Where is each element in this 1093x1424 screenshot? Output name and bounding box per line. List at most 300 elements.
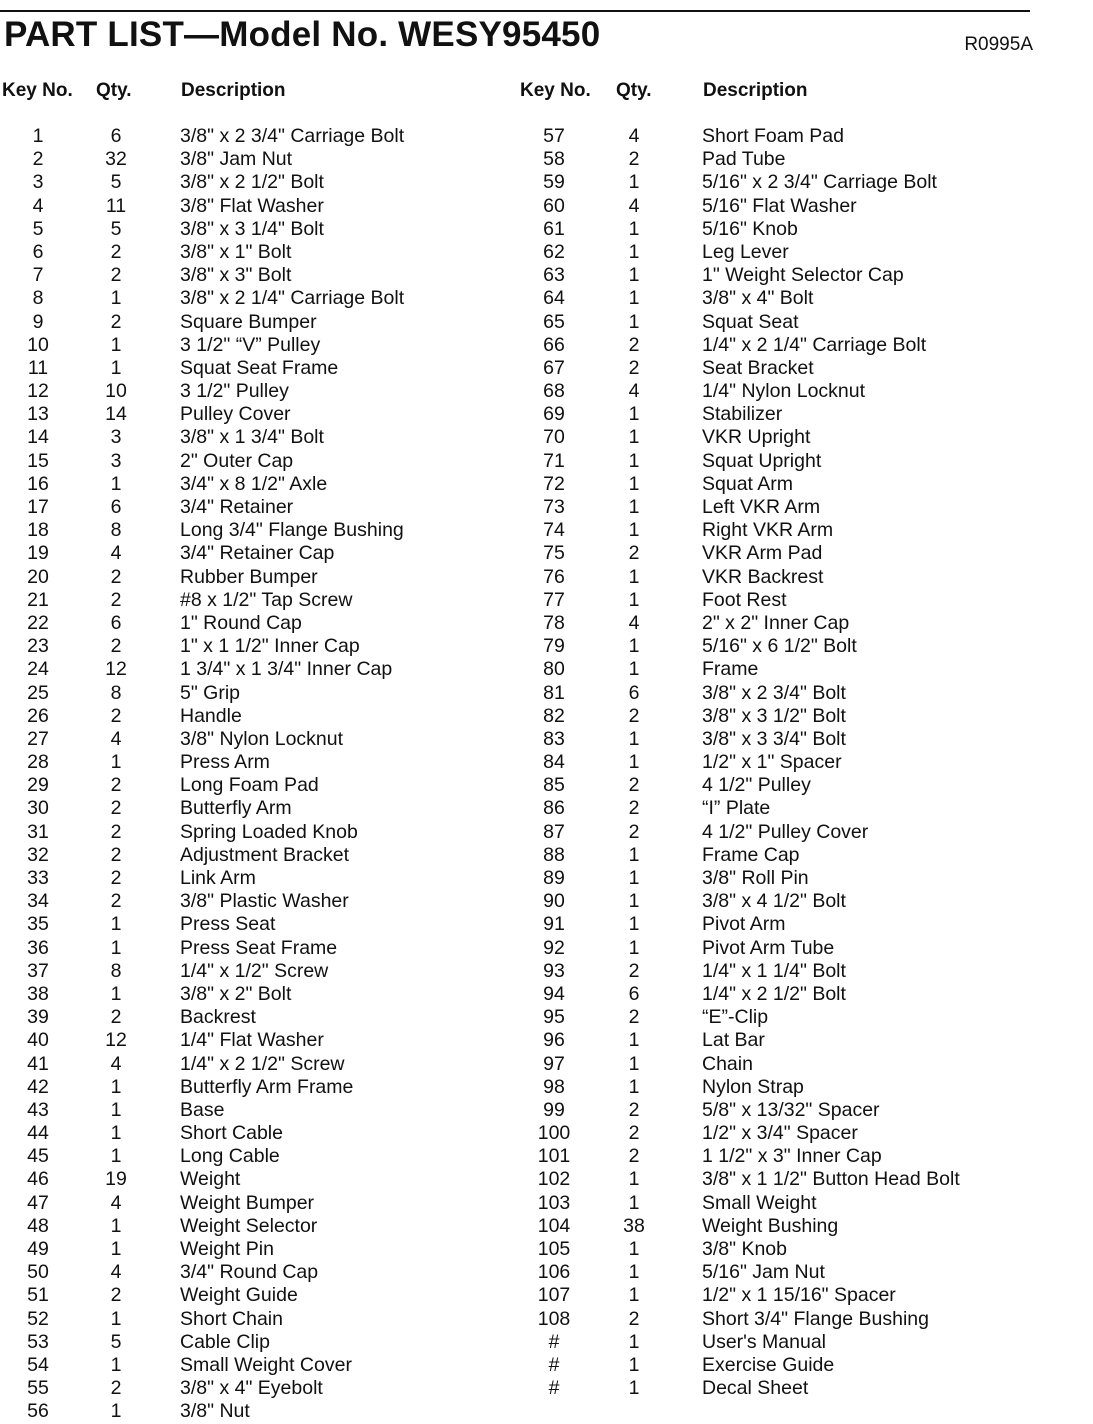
part-description: 3/8" x 2 1/2" Bolt — [180, 171, 324, 194]
part-row — [0, 403, 520, 426]
part-row — [0, 635, 520, 658]
part-row — [0, 913, 520, 936]
part-qty: 4 — [628, 194, 640, 217]
part-qty: 2 — [628, 1122, 640, 1145]
part-description: 3/8" Nylon Locknut — [180, 727, 344, 750]
part-key-no: 14 — [27, 426, 49, 449]
part-description: 5/16" Knob — [702, 217, 798, 240]
part-description: Small Weight — [702, 1191, 817, 1214]
part-description: Base — [180, 1098, 225, 1121]
part-description: 1/4" x 1/2" Screw — [180, 959, 329, 982]
part-row — [0, 125, 520, 148]
part-key-no: 51 — [27, 1284, 49, 1307]
part-row — [0, 774, 520, 797]
part-key-no: 62 — [543, 240, 565, 263]
part-qty: 5 — [110, 171, 122, 194]
part-description: Weight Bushing — [702, 1214, 839, 1237]
part-qty: 4 — [110, 727, 122, 750]
part-description: 1/2" x 1" Spacer — [702, 751, 842, 774]
part-key-no: 36 — [27, 936, 49, 959]
part-qty: 14 — [105, 403, 127, 426]
part-qty: 1 — [628, 1029, 640, 1052]
page-title: PART LIST—Model No. WESY95450 — [4, 15, 601, 54]
part-row — [516, 797, 1076, 820]
part-row — [516, 960, 1076, 983]
part-key-no: 37 — [27, 959, 49, 982]
part-qty: 1 — [628, 496, 640, 518]
part-row — [516, 1215, 1076, 1238]
part-qty: 2 — [628, 148, 640, 171]
part-qty: 1 — [628, 1191, 640, 1214]
part-qty: 1 — [628, 519, 640, 542]
part-description: 5/16" Jam Nut — [702, 1261, 825, 1284]
part-key-no: 16 — [27, 472, 49, 495]
part-key-no: 92 — [543, 936, 565, 959]
part-row — [0, 241, 520, 264]
top-rule — [0, 10, 1030, 12]
part-row — [0, 264, 520, 287]
part-description: 1/4" Nylon Locknut — [702, 380, 866, 403]
part-description: 3/8" Knob — [702, 1238, 787, 1260]
part-qty: 2 — [628, 774, 640, 797]
part-description: Foot Rest — [702, 588, 787, 611]
part-key-no: 95 — [543, 1006, 565, 1029]
part-row — [0, 1122, 520, 1145]
part-description: 2" x 2" Inner Cap — [702, 611, 850, 634]
part-qty: 1 — [628, 1261, 640, 1284]
part-qty: 2 — [110, 843, 122, 866]
part-row — [516, 195, 1076, 218]
part-description: 3/8" x 2 3/4" Carriage Bolt — [180, 125, 405, 147]
part-key-no: 75 — [543, 542, 565, 565]
part-key-no: 91 — [543, 913, 565, 936]
part-qty: 1 — [628, 565, 640, 588]
part-key-no: 70 — [543, 426, 565, 449]
part-key-no: 98 — [543, 1075, 565, 1098]
part-description: 3/8" x 1 3/4" Bolt — [180, 426, 324, 449]
part-description: Exercise Guide — [702, 1353, 835, 1376]
part-qty: 32 — [105, 148, 127, 171]
part-qty: 1 — [110, 982, 122, 1005]
part-qty: 2 — [628, 542, 640, 565]
part-qty: 1 — [110, 1098, 122, 1121]
part-description: 1 3/4" x 1 3/4" Inner Cap — [180, 658, 393, 681]
part-qty: 1 — [628, 1052, 640, 1075]
part-description: Adjustment Bracket — [180, 843, 350, 866]
part-qty: 2 — [110, 820, 122, 843]
part-key-no: 11 — [27, 356, 49, 379]
part-key-no: 83 — [543, 727, 565, 750]
part-row — [516, 1331, 1076, 1354]
part-key-no: 23 — [27, 635, 49, 658]
part-row — [516, 1284, 1076, 1307]
part-description: 3/8" Flat Washer — [180, 194, 324, 217]
part-key-no: 65 — [543, 310, 565, 333]
part-key-no: 50 — [27, 1261, 49, 1284]
part-qty: 11 — [105, 194, 127, 217]
part-description: 3/8" x 4" Eyebolt — [180, 1377, 323, 1400]
part-row — [0, 658, 520, 681]
part-description: Squat Seat Frame — [180, 356, 339, 379]
part-qty: 2 — [110, 310, 122, 333]
part-row — [0, 1145, 520, 1168]
part-qty: 1 — [628, 264, 640, 287]
part-row — [0, 426, 520, 449]
part-row — [0, 357, 520, 380]
part-row — [0, 148, 520, 171]
part-qty: 2 — [628, 333, 640, 356]
part-qty: 2 — [110, 797, 122, 820]
part-key-no: 7 — [32, 264, 44, 287]
part-qty: 1 — [628, 588, 640, 611]
part-key-no: 57 — [543, 125, 565, 147]
part-description: 3/8" x 2" Bolt — [180, 982, 292, 1005]
part-description: Chain — [702, 1052, 753, 1075]
part-qty: 38 — [623, 1214, 645, 1237]
part-row — [0, 1006, 520, 1029]
part-key-no: 43 — [27, 1098, 49, 1121]
part-qty: 1 — [110, 936, 122, 959]
part-row — [516, 705, 1076, 728]
column-header — [516, 80, 1076, 117]
part-key-no: 8 — [32, 287, 44, 310]
part-description: Long Foam Pad — [180, 774, 319, 797]
part-row — [0, 566, 520, 589]
part-key-no: 45 — [27, 1145, 49, 1168]
part-key-no: 48 — [27, 1214, 49, 1237]
part-description: Pivot Arm Tube — [702, 936, 835, 959]
part-description: 3/8" x 3" Bolt — [180, 264, 292, 287]
part-description: 3/4" Retainer — [180, 496, 294, 518]
part-description: 1/2" x 1 15/16" Spacer — [702, 1284, 896, 1307]
part-key-no: 89 — [543, 867, 565, 889]
part-description: Decal Sheet — [702, 1377, 809, 1400]
part-row — [0, 1076, 520, 1099]
part-description: 4 1/2" Pulley Cover — [702, 820, 869, 843]
part-row — [0, 1029, 520, 1052]
part-key-no: 18 — [27, 519, 49, 542]
part-key-no: 55 — [27, 1377, 49, 1400]
part-description: Short Chain — [180, 1307, 283, 1330]
part-description: 2" Outer Cap — [180, 449, 294, 472]
part-row — [516, 1168, 1076, 1191]
header-key-no: Key No. — [520, 80, 591, 101]
part-key-no: 22 — [27, 611, 49, 634]
part-key-no: 27 — [27, 727, 49, 750]
part-key-no: 58 — [543, 148, 565, 171]
part-qty: 1 — [628, 171, 640, 194]
part-row — [516, 241, 1076, 264]
part-description: Lat Bar — [702, 1029, 765, 1052]
part-row — [516, 218, 1076, 241]
part-description: Right VKR Arm — [702, 519, 834, 542]
part-description: “I” Plate — [702, 797, 771, 820]
part-row — [516, 844, 1076, 867]
part-key-no: 66 — [543, 333, 565, 356]
part-description: 5/16" Flat Washer — [702, 194, 857, 217]
part-key-no: 4 — [32, 194, 44, 217]
part-qty: 6 — [110, 125, 122, 147]
part-description: Pulley Cover — [180, 403, 291, 426]
part-row — [0, 1168, 520, 1191]
part-description: 3/8" x 3 1/4" Bolt — [180, 217, 324, 240]
parts-list-right — [516, 125, 1076, 1400]
part-description: 3 1/2" Pulley — [180, 380, 289, 403]
part-description: 3/4" Round Cap — [180, 1261, 319, 1284]
part-key-no: 72 — [543, 472, 565, 495]
part-row — [0, 1284, 520, 1307]
part-key-no: 25 — [27, 681, 49, 704]
part-qty: 2 — [628, 1098, 640, 1121]
part-description: Long 3/4" Flange Bushing — [180, 519, 404, 542]
part-qty: 1 — [110, 1075, 122, 1098]
part-row — [516, 937, 1076, 960]
part-key-no: 61 — [543, 217, 565, 240]
part-qty: 1 — [628, 472, 640, 495]
part-description: Left VKR Arm — [702, 496, 821, 518]
part-qty: 1 — [628, 936, 640, 959]
part-key-no: 6 — [32, 240, 44, 263]
part-row — [516, 658, 1076, 681]
header-qty: Qty. — [616, 80, 652, 101]
part-key-no: # — [548, 1353, 560, 1376]
part-qty: 8 — [110, 681, 122, 704]
document-code: R0995A — [964, 34, 1033, 55]
part-qty: 1 — [110, 356, 122, 379]
part-key-no: 19 — [27, 542, 49, 565]
part-description: 3 1/2" “V” Pulley — [180, 333, 321, 356]
part-qty: 2 — [628, 356, 640, 379]
part-key-no: 34 — [27, 890, 49, 913]
header-qty: Qty. — [96, 80, 132, 101]
part-key-no: 87 — [543, 820, 565, 843]
part-description: Frame — [702, 658, 759, 681]
part-qty: 2 — [110, 635, 122, 658]
part-row — [0, 334, 520, 357]
part-row — [516, 264, 1076, 287]
part-qty: 1 — [628, 635, 640, 658]
part-description: Butterfly Arm Frame — [180, 1075, 354, 1098]
part-row — [0, 1400, 520, 1423]
part-qty: 4 — [110, 1191, 122, 1214]
part-key-no: 12 — [27, 380, 49, 403]
part-row — [0, 705, 520, 728]
part-description: Cable Clip — [180, 1330, 270, 1353]
part-key-no: 5 — [32, 217, 44, 240]
part-qty: 1 — [628, 1353, 640, 1376]
part-row — [0, 890, 520, 913]
part-key-no: 101 — [537, 1145, 571, 1168]
part-description: Link Arm — [180, 867, 256, 889]
part-row — [516, 1354, 1076, 1377]
part-key-no: # — [548, 1377, 560, 1400]
part-row — [0, 1099, 520, 1122]
header-description: Description — [181, 80, 286, 101]
part-qty: 2 — [628, 1006, 640, 1029]
part-key-no: 42 — [27, 1075, 49, 1098]
part-qty: 8 — [110, 519, 122, 542]
part-qty: 12 — [105, 1029, 127, 1052]
part-qty: 2 — [110, 1284, 122, 1307]
part-key-no: 3 — [32, 171, 44, 194]
part-row — [516, 311, 1076, 334]
part-description: 3/8" x 2 3/4" Bolt — [702, 681, 846, 704]
part-description: 1 1/2" x 3" Inner Cap — [702, 1145, 882, 1168]
part-qty: 6 — [110, 611, 122, 634]
part-row — [516, 426, 1076, 449]
part-row — [0, 1192, 520, 1215]
part-row — [516, 1029, 1076, 1052]
part-key-no: 60 — [543, 194, 565, 217]
part-qty: 4 — [110, 542, 122, 565]
part-qty: 1 — [628, 287, 640, 310]
part-description: 4 1/2" Pulley — [702, 774, 811, 797]
part-qty: 2 — [110, 1006, 122, 1029]
part-qty: 1 — [110, 1214, 122, 1237]
part-description: #8 x 1/2" Tap Screw — [180, 588, 353, 611]
part-description: Weight Bumper — [180, 1191, 315, 1214]
part-row — [516, 403, 1076, 426]
part-description: 3/8" x 1 1/2" Button Head Bolt — [702, 1168, 960, 1191]
part-row — [0, 287, 520, 310]
part-description: Backrest — [180, 1006, 256, 1029]
part-qty: 1 — [628, 449, 640, 472]
part-qty: 1 — [110, 472, 122, 495]
part-key-no: 77 — [543, 588, 565, 611]
parts-list-left — [0, 125, 520, 1424]
part-row — [0, 1331, 520, 1354]
part-row — [0, 1238, 520, 1261]
part-qty: 1 — [628, 1330, 640, 1353]
part-row — [0, 450, 520, 473]
part-description: 3/8" Nut — [180, 1400, 250, 1423]
part-key-no: 82 — [543, 704, 565, 727]
part-description: 5/8" x 13/32" Spacer — [702, 1098, 880, 1121]
part-description: 3/8" Roll Pin — [702, 867, 809, 889]
part-qty: 2 — [628, 797, 640, 820]
part-description: 5/16" x 6 1/2" Bolt — [702, 635, 857, 658]
part-key-no: 63 — [543, 264, 565, 287]
part-qty: 4 — [110, 1261, 122, 1284]
part-qty: 2 — [110, 240, 122, 263]
part-qty: 5 — [110, 1330, 122, 1353]
part-description: Short Cable — [180, 1122, 283, 1145]
part-key-no: 81 — [543, 681, 565, 704]
part-qty: 1 — [628, 1238, 640, 1260]
part-qty: 4 — [110, 1052, 122, 1075]
part-description: Stabilizer — [702, 403, 783, 426]
part-row — [516, 1377, 1076, 1400]
part-row — [0, 542, 520, 565]
part-description: 1/4" Flat Washer — [180, 1029, 324, 1052]
part-key-no: 24 — [27, 658, 49, 681]
part-qty: 2 — [110, 264, 122, 287]
part-key-no: 84 — [543, 751, 565, 774]
part-key-no: 28 — [27, 751, 49, 774]
part-key-no: 64 — [543, 287, 565, 310]
part-key-no: 99 — [543, 1098, 565, 1121]
part-row — [0, 218, 520, 241]
part-key-no: 1 — [32, 125, 44, 147]
part-description: 1" x 1 1/2" Inner Cap — [180, 635, 360, 658]
part-key-no: 54 — [27, 1353, 49, 1376]
part-row — [0, 937, 520, 960]
part-qty: 1 — [110, 1238, 122, 1260]
part-row — [0, 1308, 520, 1331]
part-description: Frame Cap — [702, 843, 800, 866]
part-description: Small Weight Cover — [180, 1353, 352, 1376]
part-row — [516, 450, 1076, 473]
part-description: VKR Backrest — [702, 565, 824, 588]
part-row — [0, 589, 520, 612]
part-row — [0, 983, 520, 1006]
part-row — [516, 1122, 1076, 1145]
part-qty: 2 — [110, 1377, 122, 1400]
part-description: Weight Guide — [180, 1284, 298, 1307]
part-row — [0, 1354, 520, 1377]
part-qty: 10 — [105, 380, 127, 403]
part-qty: 2 — [110, 774, 122, 797]
part-key-no: 53 — [27, 1330, 49, 1353]
part-row — [0, 751, 520, 774]
part-qty: 1 — [628, 890, 640, 913]
part-key-no: 74 — [543, 519, 565, 542]
part-row — [516, 821, 1076, 844]
part-qty: 1 — [628, 727, 640, 750]
part-row — [516, 542, 1076, 565]
part-row — [0, 867, 520, 890]
part-key-no: 59 — [543, 171, 565, 194]
part-qty: 1 — [628, 843, 640, 866]
part-key-no: 33 — [27, 867, 49, 889]
part-key-no: 71 — [543, 449, 565, 472]
part-description: 1" Weight Selector Cap — [702, 264, 904, 287]
part-row — [0, 797, 520, 820]
part-description: Squat Seat — [702, 310, 799, 333]
part-description: 1/4" x 1 1/4" Bolt — [702, 959, 846, 982]
part-key-no: 69 — [543, 403, 565, 426]
part-key-no: 90 — [543, 890, 565, 913]
part-row — [516, 612, 1076, 635]
part-description: 3/8" x 3 1/2" Bolt — [702, 704, 846, 727]
part-row — [516, 334, 1076, 357]
part-row — [0, 821, 520, 844]
part-row — [516, 983, 1076, 1006]
part-description: Press Seat — [180, 913, 276, 936]
part-qty: 2 — [628, 959, 640, 982]
part-key-no: 68 — [543, 380, 565, 403]
part-row — [516, 496, 1076, 519]
part-row — [516, 171, 1076, 194]
part-row — [516, 357, 1076, 380]
part-row — [516, 1145, 1076, 1168]
part-qty: 19 — [105, 1168, 127, 1191]
part-row — [516, 1099, 1076, 1122]
part-qty: 2 — [110, 867, 122, 889]
part-row — [516, 519, 1076, 542]
part-description: Pivot Arm — [702, 913, 786, 936]
part-row — [0, 1261, 520, 1284]
part-row — [516, 473, 1076, 496]
part-row — [516, 1192, 1076, 1215]
part-qty: 1 — [110, 333, 122, 356]
part-qty: 1 — [628, 426, 640, 449]
part-description: Weight Pin — [180, 1238, 274, 1260]
part-qty: 1 — [628, 1284, 640, 1307]
part-description: 3/8" Jam Nut — [180, 148, 293, 171]
part-row — [0, 728, 520, 751]
part-row — [516, 728, 1076, 751]
